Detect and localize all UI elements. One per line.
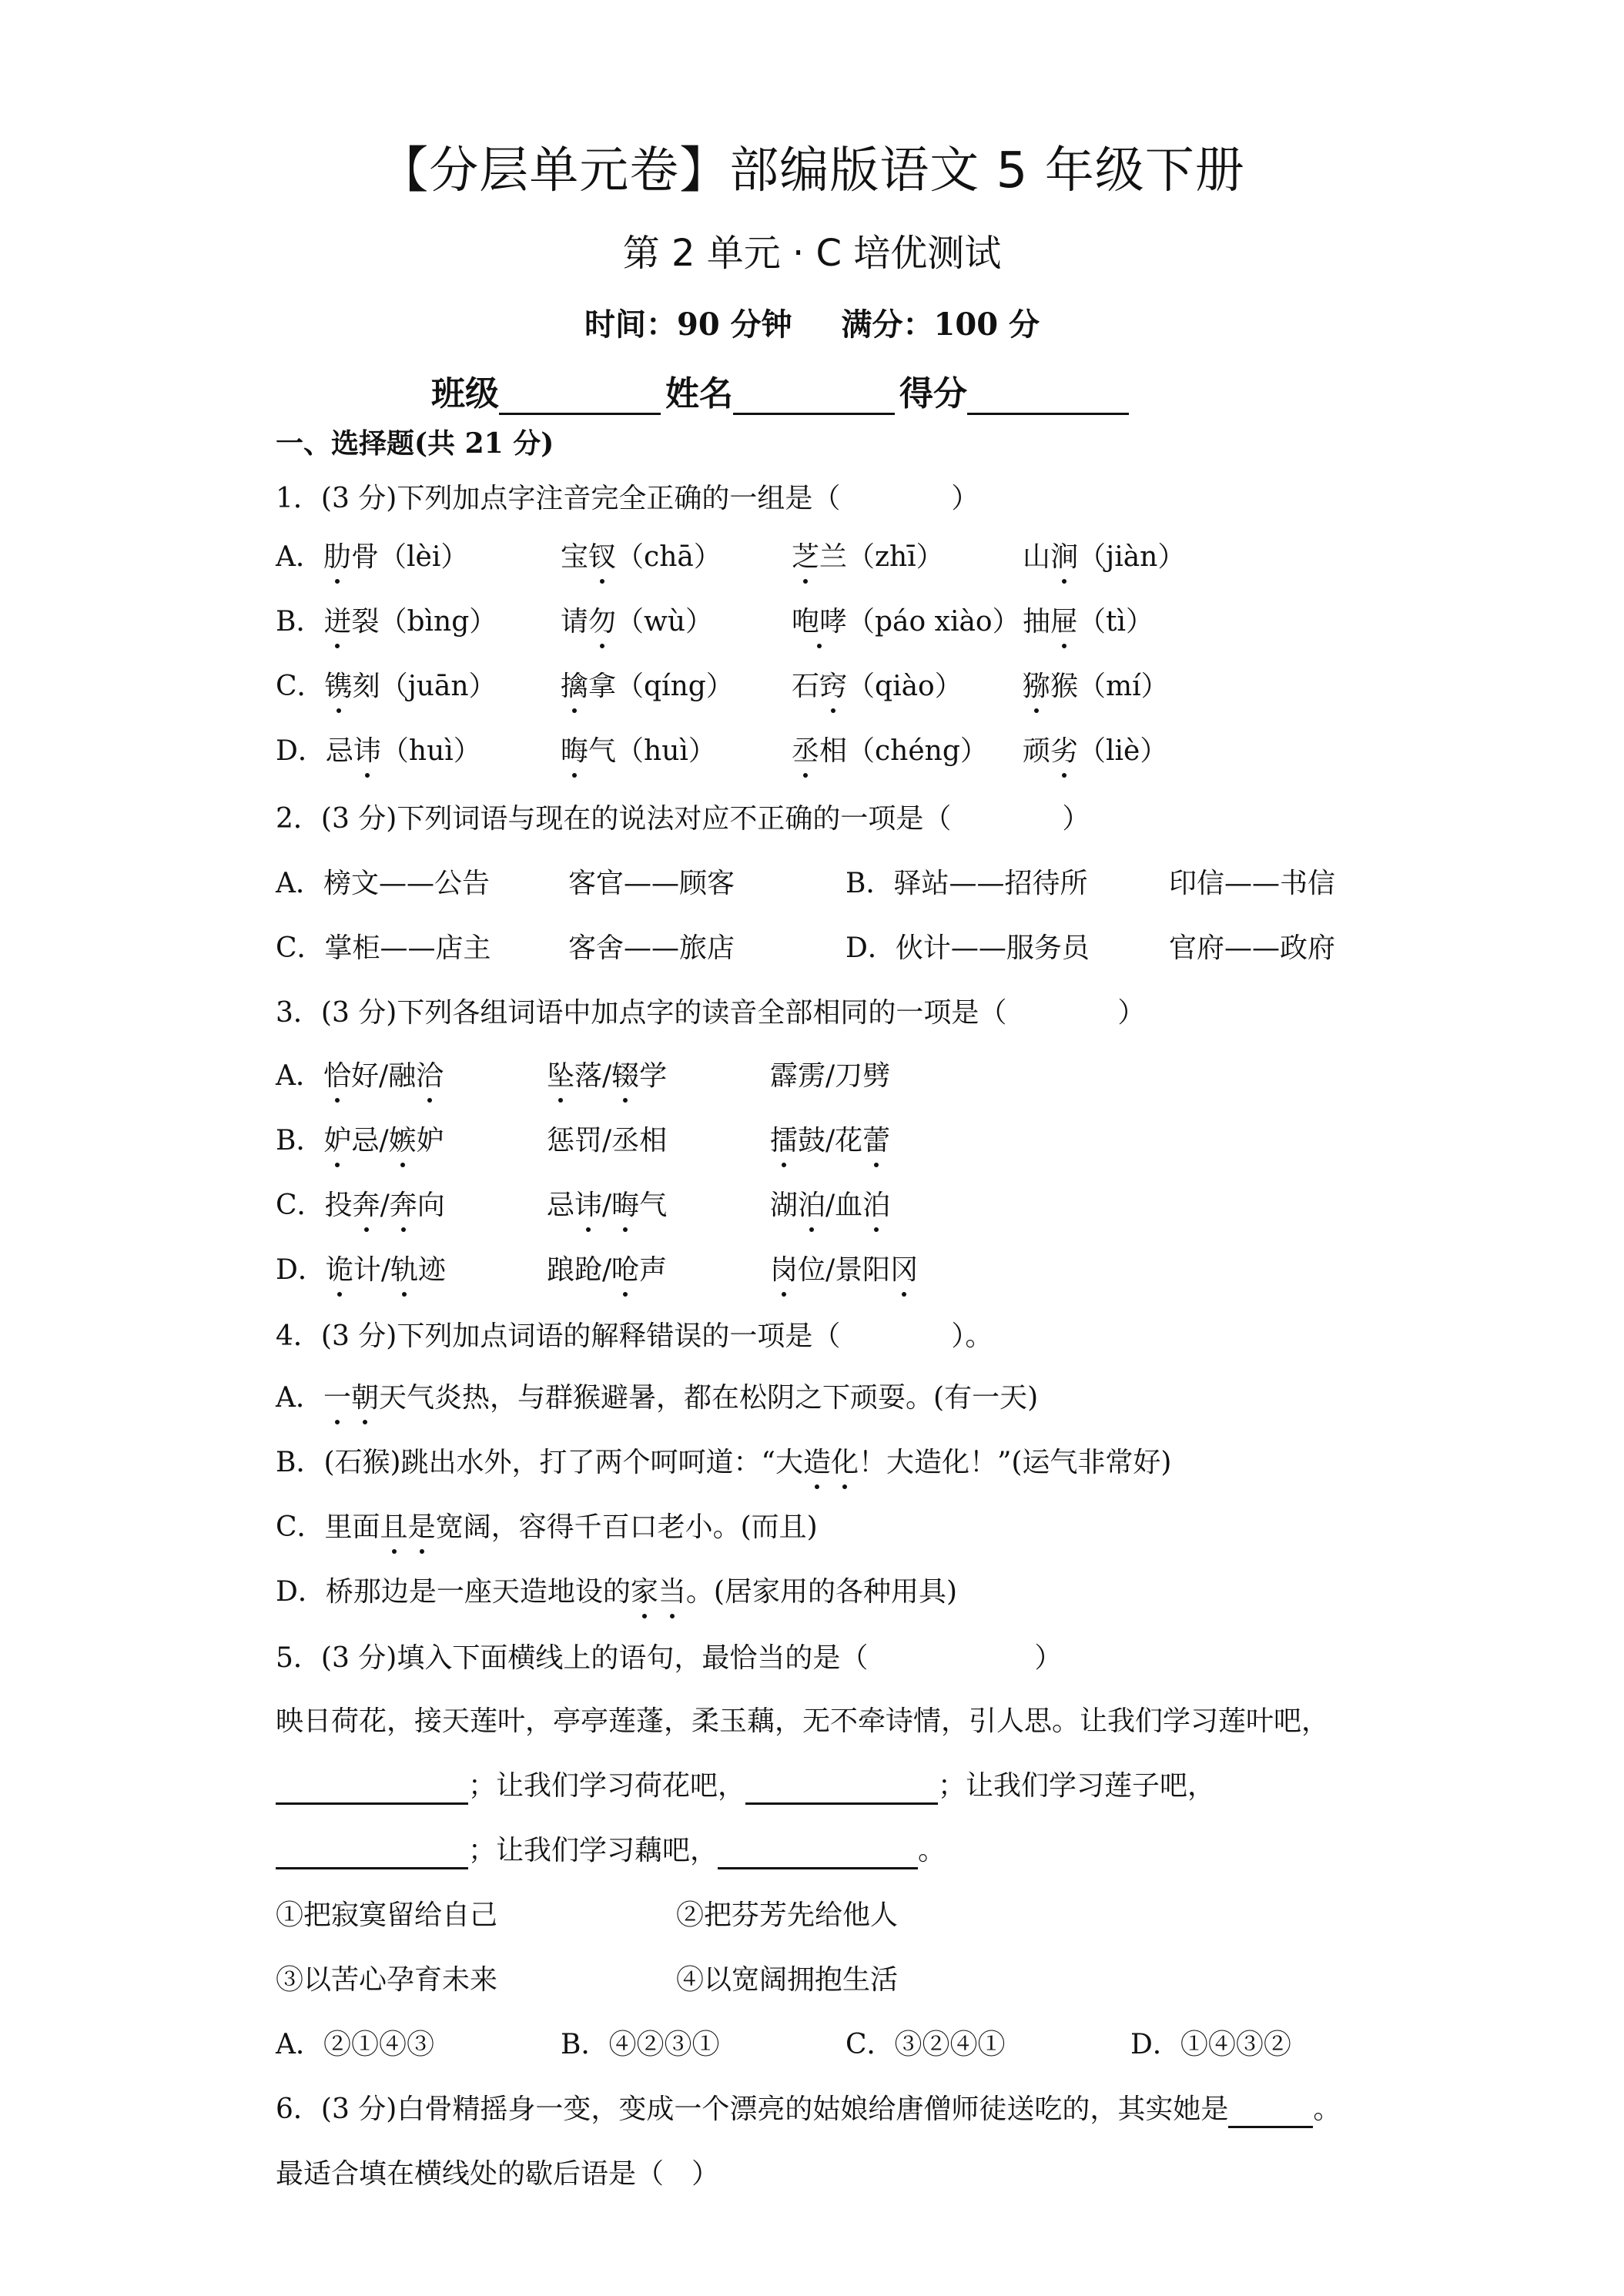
q1-a-4: 山涧（jiàn） [1023, 539, 1185, 576]
q3-b-1: B．妒忌/嫉妒 [276, 1123, 444, 1160]
q1-d-1: D．忌讳（huì） [276, 733, 481, 770]
score-blank[interactable] [967, 382, 1129, 415]
q1-d-4: 顽劣（liè） [1023, 733, 1167, 770]
q5-choice-a: A．②①④③ [276, 2029, 434, 2060]
q2-1-4: 印信——书信 [1169, 868, 1336, 899]
q5-stem: 5．(3 分)填入下面横线上的语句，最恰当的是（ ） [276, 1642, 1063, 1674]
q1-b-1: B．迸裂（bìng） [276, 604, 497, 641]
q3-a-1: A．恰好/融洽 [276, 1058, 444, 1095]
q5-blank-3[interactable] [276, 1838, 468, 1869]
q4-option-c: C．里面且是宽阔，容得千百口老小。(而且) [276, 1509, 818, 1546]
q5-passage-3a: ；让我们学习藕吧， [468, 1835, 718, 1866]
time-score-line [0, 300, 1624, 344]
q6-stem-a: 6．(3 分)白骨精摇身一变，变成一个漂亮的姑娘给唐僧师徒送吃的，其实她是 [276, 2094, 1229, 2125]
q5-passage-1: 映日荷花，接天莲叶，亭亭莲蓬，柔玉藕，无不牵诗情，引人思。让我们学习莲叶吧， [276, 1705, 1330, 1737]
class-label: 班级 [431, 374, 499, 413]
q3-b-3: 擂鼓/花蕾 [770, 1123, 890, 1160]
q6-stem-b: 。 [1313, 2094, 1341, 2125]
q1-a-3: 芝兰（zhī） [792, 539, 944, 576]
q3-c-2: 忌讳/晦气 [547, 1187, 667, 1224]
q2-1-2: 客官——顾客 [568, 868, 735, 899]
exam-title: 【分层单元卷】部编版语文 5 年级下册 [379, 142, 1245, 199]
q5-blank-2[interactable] [745, 1773, 938, 1805]
q1-b-3: 咆哮（páo xiào） [792, 604, 1020, 641]
exam-subtitle: 第 2 单元 · C 培优测试 [622, 232, 1002, 275]
q3-d-2: 踉跄/呛声 [547, 1252, 667, 1289]
q6-stem-2: 最适合填在横线处的歇后语是（ ） [276, 2158, 720, 2190]
q2-2-1: C．掌柜——店主 [276, 932, 491, 964]
q1-c-4: 猕猴（mí） [1023, 668, 1169, 705]
q4-stem: 4．(3 分)下列加点词语的解释错误的一项是（ ）。 [276, 1320, 993, 1352]
q5-choice-b: B．④②③① [561, 2029, 720, 2060]
q2-2-4: 官府——政府 [1169, 932, 1336, 964]
q3-a-3: 霹雳/刀劈 [770, 1060, 891, 1092]
q3-d-3: 岗位/景阳冈 [770, 1252, 918, 1289]
q3-c-1: C．投奔/奔向 [276, 1187, 445, 1224]
q5-blank-1[interactable] [276, 1773, 468, 1805]
q1-a-1: A．肋骨（lèi） [276, 539, 468, 576]
q3-stem: 3．(3 分)下列各组词语中加点字的读音全部相同的一项是（ ） [276, 997, 1146, 1029]
q5-item-1: ①把寂寞留给自己 [276, 1899, 498, 1931]
q2-2-3: D．伙计——服务员 [845, 932, 1090, 964]
q3-a-2: 坠落/辍学 [547, 1058, 667, 1095]
q2-1-3: B．驿站——招待所 [845, 868, 1088, 899]
q6-blank[interactable] [1228, 2097, 1313, 2128]
q3-c-3: 湖泊/血泊 [770, 1187, 890, 1224]
q1-d-2: 晦气（huì） [561, 733, 716, 770]
q1-stem: 1．(3 分)下列加点字注音完全正确的一组是（ ） [276, 483, 979, 514]
class-blank[interactable] [499, 382, 661, 415]
q5-item-4: ④以宽阔拥抱生活 [676, 1964, 899, 1996]
q1-a-2: 宝钗（chā） [561, 539, 722, 576]
q2-1-1: A．榜文——公告 [276, 868, 490, 899]
q5-passage-3 [276, 1832, 946, 1869]
student-info-line [431, 366, 1133, 415]
q1-c-3: 石窍（qiào） [792, 668, 963, 705]
q5-blank-4[interactable] [718, 1838, 918, 1869]
q2-stem: 2．(3 分)下列词语与现在的说法对应不正确的一项是（ ） [276, 803, 1090, 835]
q3-b-2: 惩罚/丞相 [547, 1125, 668, 1156]
full-score: 满分：100 分 [841, 306, 1040, 343]
q4-option-b: B．(石猴)跳出水外，打了两个呵呵道：“大造化！大造化！”(运气非常好) [276, 1444, 1171, 1481]
q2-2-2: 客舍——旅店 [568, 932, 735, 964]
q6-stem [276, 2091, 1341, 2128]
q1-d-3: 丞相（chéng） [792, 733, 988, 770]
q1-b-4: 抽屉（tì） [1023, 604, 1154, 641]
section-title: 一、选择题(共 21 分) [276, 427, 554, 460]
q5-passage-2b: ；让我们学习莲子吧， [938, 1770, 1216, 1802]
q3-d-1: D．诡计/轨迹 [276, 1252, 446, 1289]
name-blank[interactable] [733, 382, 895, 415]
q5-choice-c: C．③②④① [845, 2029, 1006, 2060]
q1-c-2: 擒拿（qíng） [561, 668, 734, 705]
q5-passage-2 [276, 1768, 1215, 1805]
q5-choice-d: D．①④③② [1130, 2029, 1291, 2060]
q1-c-1: C．镌刻（juān） [276, 668, 497, 705]
q5-passage-3b: 。 [918, 1835, 946, 1866]
name-label: 姓名 [665, 374, 733, 413]
q4-option-a: A．一朝天气炎热，与群猴避暑，都在松阴之下顽耍。(有一天) [276, 1380, 1038, 1417]
q5-passage-2a: ；让我们学习荷花吧， [468, 1770, 746, 1802]
q5-item-2: ②把芬芳先给他人 [676, 1899, 899, 1931]
time-limit: 时间：90 分钟 [584, 306, 792, 343]
q4-option-d: D．桥那边是一座天造地设的家当。(居家用的各种用具) [276, 1574, 957, 1611]
q5-item-3: ③以苦心孕育未来 [276, 1964, 498, 1996]
score-label: 得分 [899, 374, 967, 413]
q1-b-2: 请勿（wù） [561, 604, 713, 641]
